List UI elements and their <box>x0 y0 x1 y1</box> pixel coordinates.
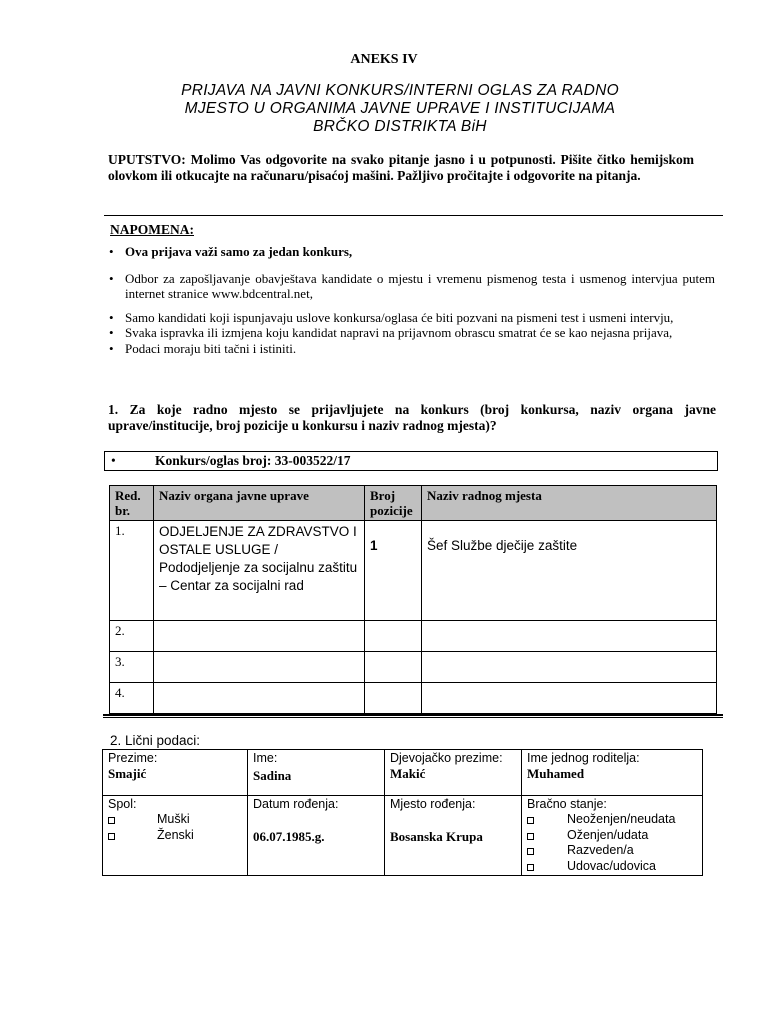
notice-item <box>108 244 715 260</box>
sex-cell <box>103 796 248 876</box>
checkbox-icon[interactable] <box>108 817 115 824</box>
birth-date-cell[interactable] <box>248 796 385 876</box>
birth-place-label: Mjesto rođenja: <box>390 797 476 811</box>
option-label: Oženjen/udata <box>567 827 649 842</box>
row-number: 1. <box>110 521 154 621</box>
notice-item-text: Samo kandidati koji ispunjavaju uslove konkursa/oglasa će biti pozvani na pismeni test i usmeni intervju, <box>125 309 674 325</box>
organ-cell[interactable]: ODJELJENJE ZA ZDRAVSTVO I OSTALE USLUGE / Pododjeljenje za socijalnu zaštitu – Centar za socijalni rad <box>154 521 365 621</box>
notice-item-text: Odbor za zapošljavanje obavještava kandidate o mjestu i vremenu pismenog testa i usmenog intervjua putem internet stranice www.bdcentral.net, <box>125 270 715 301</box>
maiden-name-value: Makić <box>390 766 426 781</box>
birth-place-cell[interactable] <box>385 796 522 876</box>
notice-item <box>108 325 715 341</box>
job-title-cell[interactable] <box>422 683 717 714</box>
option-label: Razveden/a <box>567 843 634 857</box>
option-label: Neoženjen/neudata <box>567 812 676 826</box>
form-title-line: BRČKO DISTRIKTA BiH <box>313 118 487 135</box>
notice-item <box>108 341 715 357</box>
checkbox-icon[interactable] <box>527 848 534 855</box>
notice-item <box>108 271 715 302</box>
surname-cell[interactable] <box>103 750 248 796</box>
bullet-icon: • <box>109 309 114 325</box>
checkbox-icon[interactable] <box>108 833 115 840</box>
first-name-label: Ime: <box>253 751 278 765</box>
table-header-row <box>110 486 717 521</box>
personal-data-table <box>102 749 703 876</box>
row-number: 3. <box>110 652 154 683</box>
checkbox-icon[interactable] <box>527 864 534 871</box>
table-row <box>110 683 717 714</box>
form-title <box>100 82 700 136</box>
bullet-icon: • <box>109 270 114 286</box>
annex-label: ANEKS IV <box>350 52 418 67</box>
table-row <box>103 750 703 796</box>
organ-cell[interactable] <box>154 621 365 652</box>
notice-item-text: Ova prijava važi samo za jedan konkurs, <box>125 244 353 259</box>
parent-name-value: Muhamed <box>527 766 585 781</box>
job-title-cell[interactable]: Šef Službe dječije zaštite <box>422 521 717 621</box>
marital-option[interactable] <box>527 859 697 875</box>
form-title-line: PRIJAVA NA JAVNI KONKURS/INTERNI OGLAS ZA RADNO <box>181 82 619 99</box>
marital-option[interactable] <box>527 812 697 828</box>
marital-option[interactable] <box>527 828 697 844</box>
option-label: Udovac/udovica <box>567 858 656 873</box>
bullet-icon: • <box>109 340 114 356</box>
table-row <box>110 652 717 683</box>
option-label: Ženski <box>157 827 194 842</box>
birth-date-value: 06.07.1985.g. <box>253 829 325 844</box>
bullet-icon: • <box>109 244 114 259</box>
first-name-cell[interactable] <box>248 750 385 796</box>
job-title-cell[interactable] <box>422 652 717 683</box>
sex-label: Spol: <box>108 797 137 811</box>
sex-option-female[interactable] <box>108 828 242 844</box>
column-header: Broj pozicije <box>365 486 422 521</box>
column-header: Naziv radnog mjesta <box>422 486 717 521</box>
marital-option[interactable] <box>527 843 697 859</box>
option-label: Muški <box>157 812 190 826</box>
positions-table <box>109 485 717 714</box>
marital-status-cell <box>522 796 703 876</box>
notice-heading: NAPOMENA: <box>110 222 194 237</box>
double-divider <box>103 714 723 718</box>
notice-item-text: Podaci moraju biti tačni i istiniti. <box>125 340 297 356</box>
competition-number: Konkurs/oglas broj: 33-003522/17 <box>155 453 351 468</box>
surname-label: Prezime: <box>108 751 158 765</box>
bullet-icon: • <box>109 325 114 340</box>
first-name-value: Sadina <box>253 768 292 783</box>
divider <box>104 215 723 216</box>
organ-cell[interactable] <box>154 683 365 714</box>
checkbox-icon[interactable] <box>527 833 534 840</box>
birth-date-label: Datum rođenja: <box>253 797 339 811</box>
maiden-name-cell[interactable] <box>385 750 522 796</box>
table-row <box>110 521 717 621</box>
sex-option-male[interactable] <box>108 812 242 828</box>
personal-data-heading: 2. Lični podaci: <box>110 733 201 748</box>
column-header: Red. br. <box>110 486 154 521</box>
parent-name-label: Ime jednog roditelja: <box>527 751 640 765</box>
job-title-cell[interactable] <box>422 621 717 652</box>
surname-value: Smajić <box>108 766 147 781</box>
row-number: 2. <box>110 621 154 652</box>
position-cell[interactable] <box>365 652 422 683</box>
bullet-icon: • <box>111 453 116 468</box>
position-cell[interactable] <box>365 621 422 652</box>
table-row <box>110 621 717 652</box>
notice-list <box>108 244 715 356</box>
birth-place-value: Bosanska Krupa <box>390 829 483 844</box>
instructions: UPUTSTVO: Molimo Vas odgovorite na svako pitanje jasno i u potpunosti. Pišite čitko hemijskom olovkom ili otkucajte na računaru/pisaćoj mašini. Pažljivo pročitajte i odgovorite na pitanja. <box>108 152 694 183</box>
position-cell[interactable] <box>365 683 422 714</box>
row-number: 4. <box>110 683 154 714</box>
checkbox-icon[interactable] <box>527 817 534 824</box>
position-cell[interactable]: 1 <box>365 521 422 621</box>
table-row <box>103 796 703 876</box>
notice-item <box>108 310 715 326</box>
parent-name-cell[interactable] <box>522 750 703 796</box>
notice-item-text: Svaka ispravka ili izmjena koju kandidat napravi na prijavnom obrascu smatrat će se kao nejasna prijava, <box>125 325 673 340</box>
organ-cell[interactable] <box>154 652 365 683</box>
competition-number-box <box>104 451 718 471</box>
column-header: Naziv organa javne uprave <box>154 486 365 521</box>
form-title-line: MJESTO U ORGANIMA JAVNE UPRAVE I INSTITUCIJAMA <box>184 100 616 117</box>
marital-status-label: Bračno stanje: <box>527 797 607 811</box>
maiden-name-label: Djevojačko prezime: <box>390 751 503 765</box>
question-1: 1. Za koje radno mjesto se prijavljujete na konkurs (broj konkursa, naziv organa javne uprave/institucije, broj pozicije u konkursu i naziv radnog mjesta)? <box>108 402 716 433</box>
